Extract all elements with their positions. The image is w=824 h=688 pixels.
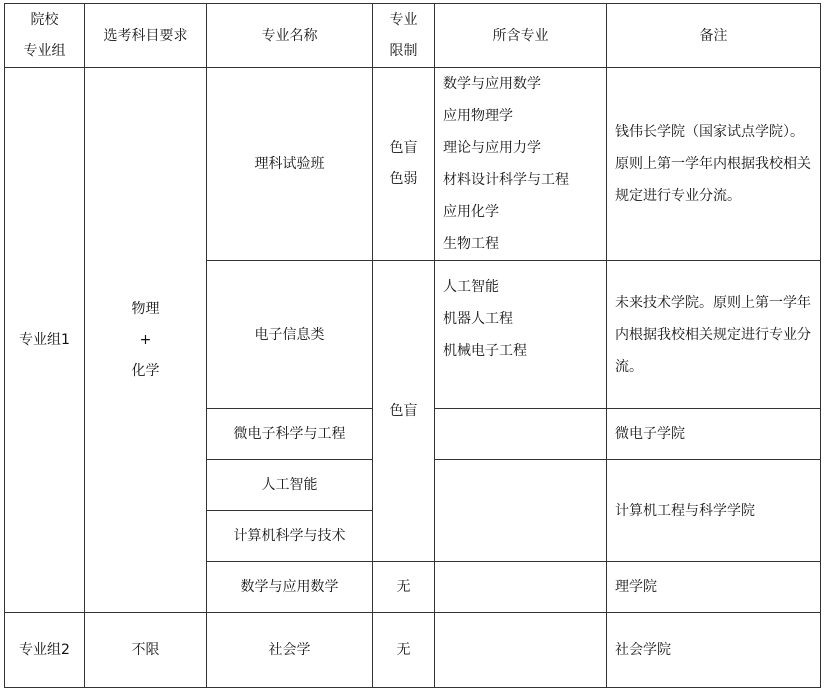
header-group-line1: 院校	[30, 11, 59, 28]
major-includes	[435, 613, 607, 688]
group2-subjects: 不限	[85, 613, 207, 688]
header-includes: 所含专业	[435, 4, 607, 68]
major-includes	[435, 562, 607, 613]
major-remark-shared: 计算机工程与科学学院	[607, 460, 821, 562]
major-remark: 未来技术学院。原则上第一学年内根据我校相关规定进行专业分流。	[607, 261, 821, 409]
major-includes	[435, 68, 607, 261]
header-limit-line2: 限制	[389, 42, 418, 59]
major-remark: 微电子学院	[607, 409, 821, 460]
included-major: 材料设计科学与工程	[443, 172, 569, 188]
admission-table	[4, 3, 821, 688]
header-major-name: 专业名称	[207, 4, 373, 68]
major-name: 社会学	[207, 613, 373, 688]
group1-label: 专业组1	[5, 68, 85, 613]
group1-subjects	[85, 68, 207, 613]
table-row	[5, 613, 821, 688]
included-major: 生物工程	[443, 236, 499, 252]
subject-physics: 物理	[131, 300, 160, 317]
subject-plus: +	[139, 331, 152, 348]
header-group-line2: 专业组	[23, 42, 66, 59]
major-name: 理科试验班	[207, 68, 373, 261]
header-remarks: 备注	[607, 4, 821, 68]
subject-chemistry: 化学	[131, 362, 160, 379]
limit-line: 色弱	[389, 171, 418, 187]
included-major: 人工智能	[443, 279, 499, 295]
major-limit	[373, 68, 435, 261]
included-major: 理论与应用力学	[443, 140, 541, 156]
major-name: 计算机科学与技术	[207, 511, 373, 562]
major-remark: 钱伟长学院（国家试点学院）。原则上第一学年内根据我校相关规定进行专业分流。	[607, 68, 821, 261]
major-remark: 社会学院	[607, 613, 821, 688]
major-limit-shared: 色盲	[373, 261, 435, 562]
major-name: 微电子科学与工程	[207, 409, 373, 460]
major-includes	[435, 409, 607, 460]
major-includes	[435, 261, 607, 409]
included-major: 应用物理学	[443, 108, 513, 124]
major-remark: 理学院	[607, 562, 821, 613]
header-limit	[373, 4, 435, 68]
included-major: 应用化学	[443, 204, 499, 220]
table-row	[5, 68, 821, 261]
major-name: 电子信息类	[207, 261, 373, 409]
major-limit: 无	[373, 562, 435, 613]
included-major: 机器人工程	[443, 311, 513, 327]
major-includes	[435, 460, 607, 562]
header-subjects: 选考科目要求	[85, 4, 207, 68]
included-major: 数学与应用数学	[443, 76, 541, 92]
limit-line: 色盲	[389, 140, 418, 156]
major-name: 人工智能	[207, 460, 373, 511]
header-limit-line1: 专业	[389, 11, 418, 28]
major-limit: 无	[373, 613, 435, 688]
header-group	[5, 4, 85, 68]
major-name: 数学与应用数学	[207, 562, 373, 613]
included-major: 机械电子工程	[443, 343, 527, 359]
group2-label: 专业组2	[5, 613, 85, 688]
header-row	[5, 4, 821, 68]
